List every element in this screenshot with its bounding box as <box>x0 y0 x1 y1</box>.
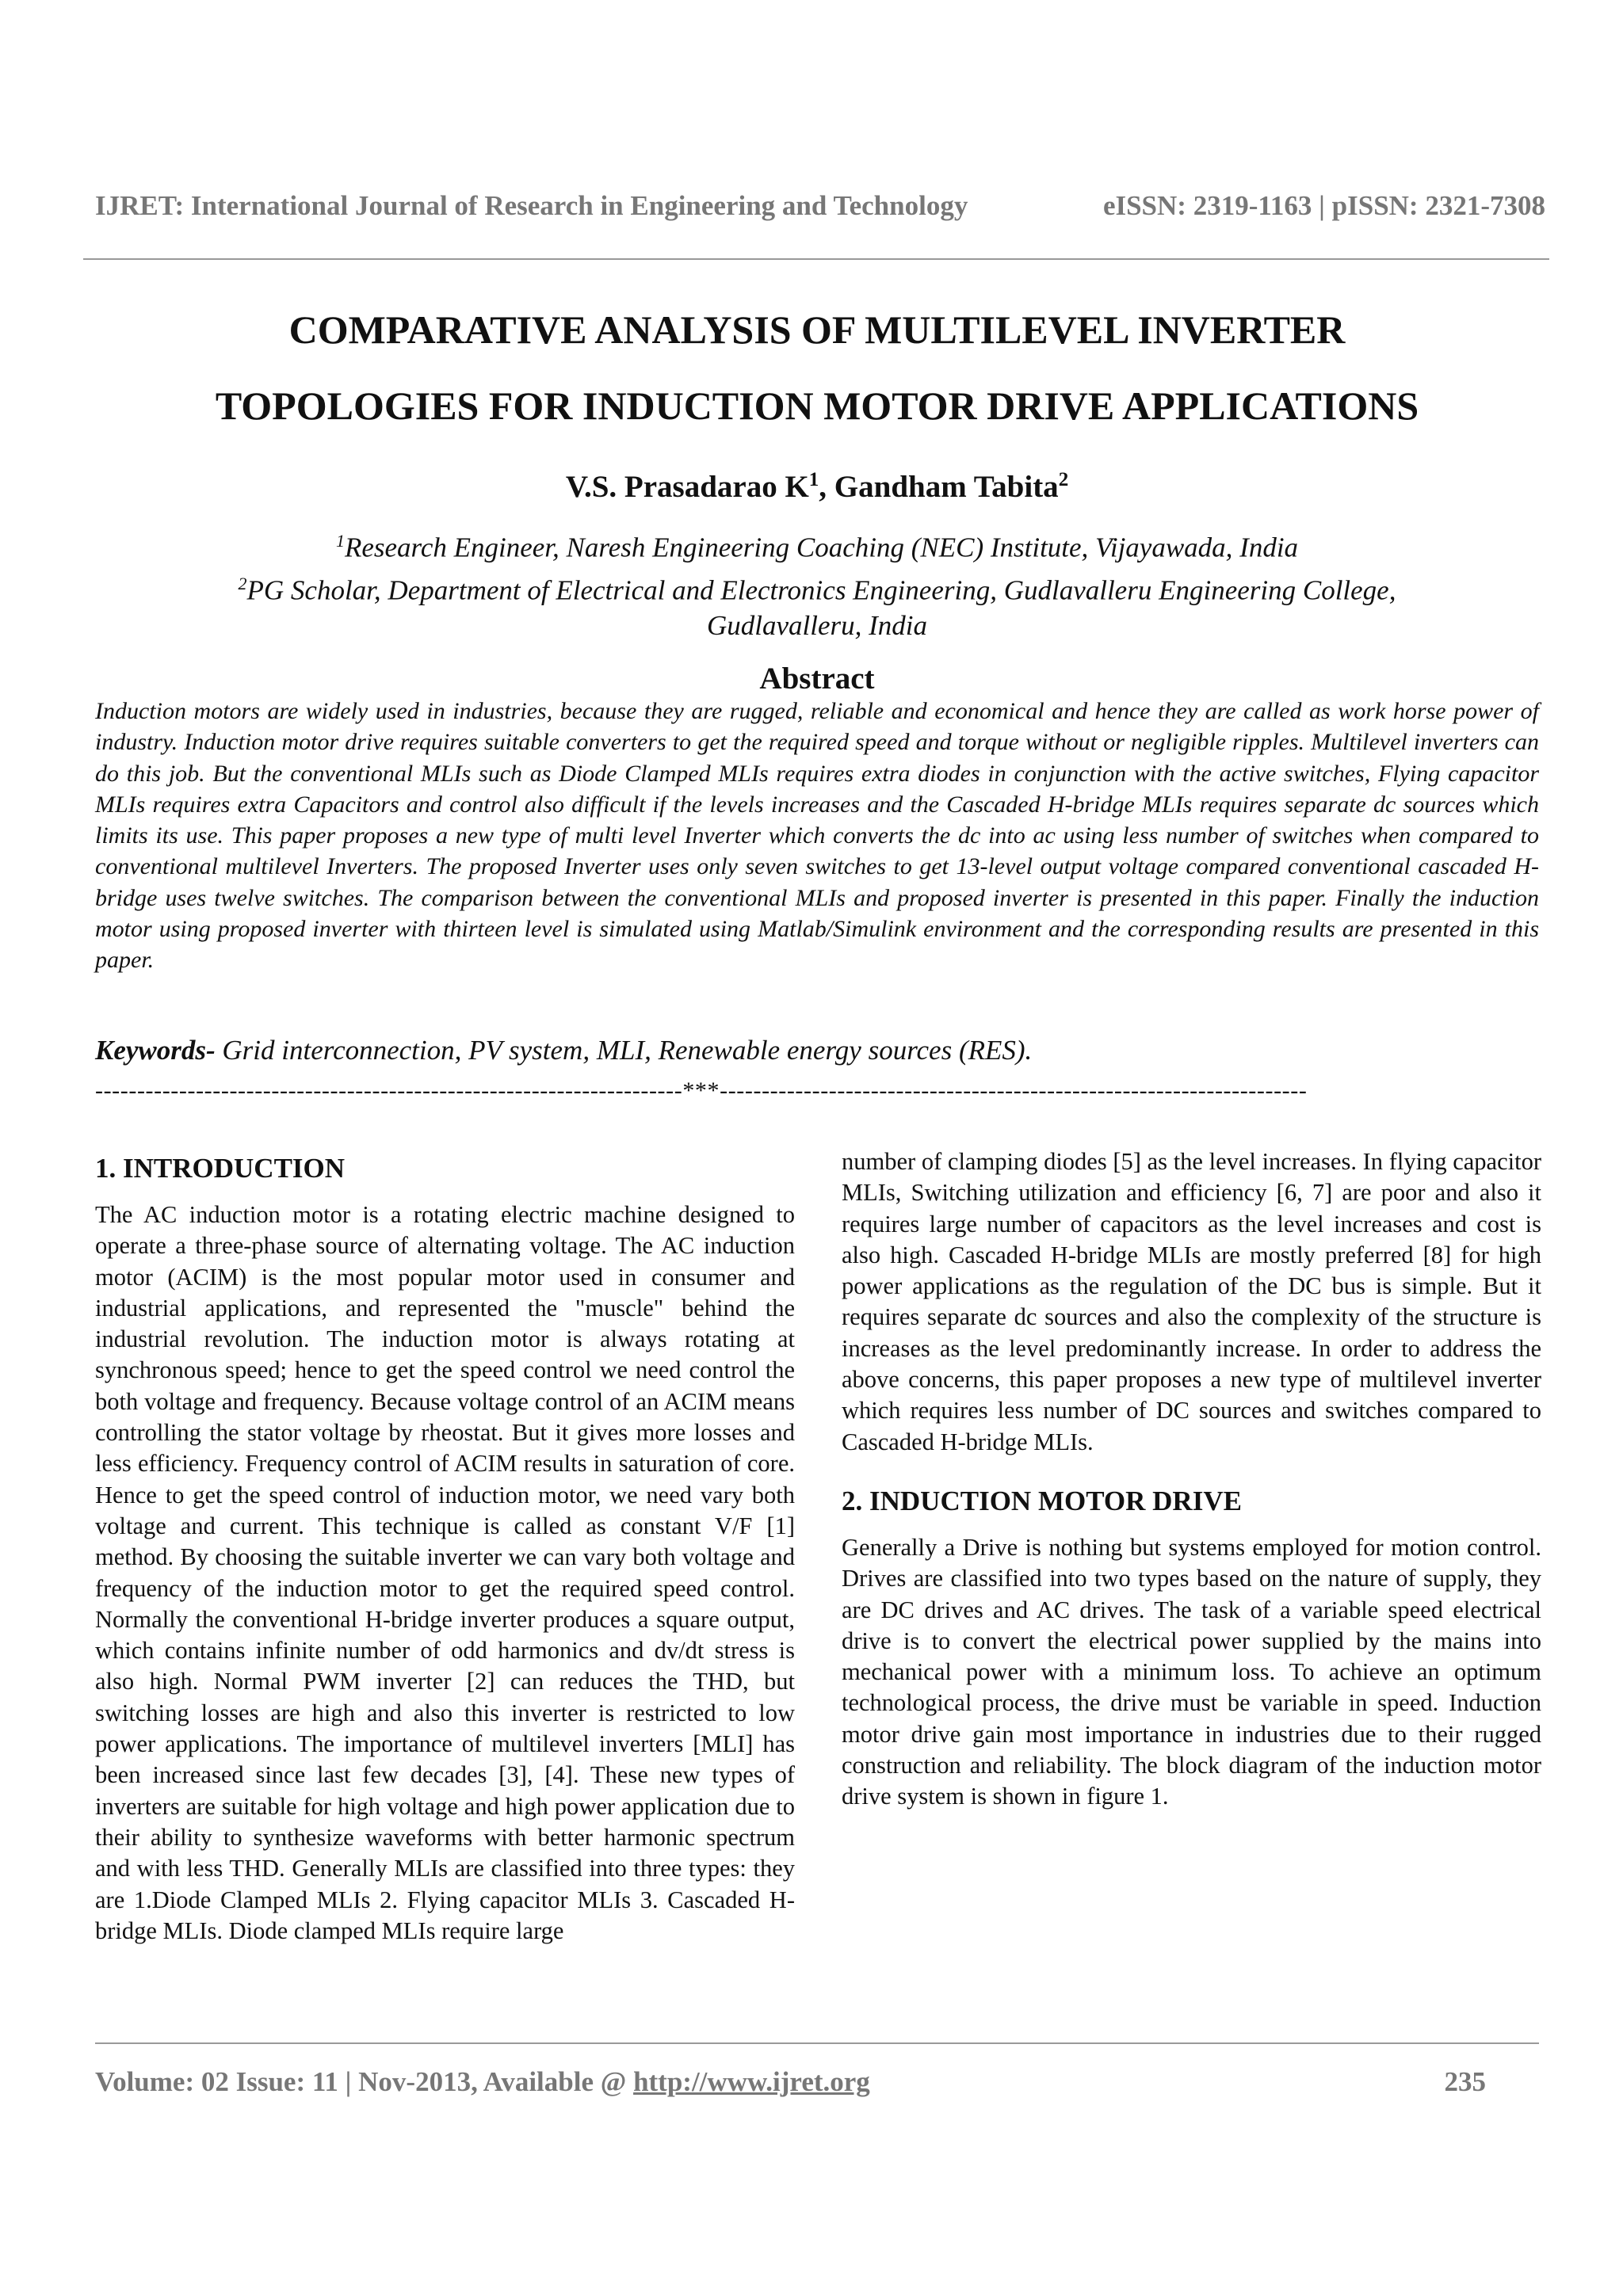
affiliations <box>95 523 1539 643</box>
affiliation-1-text: Research Engineer, Naresh Engineering Coaching (NEC) Institute, Vijayawada, India <box>344 532 1299 563</box>
author-1-sup: 1 <box>808 469 819 490</box>
page-number: 235 <box>1444 2066 1486 2097</box>
affiliation-2 <box>95 566 1539 608</box>
abstract-text: Induction motors are widely used in industries, because they are rugged, reliable and economical and hence they are called as work horse power of industry. Induction motor drive requires suitable converters to get the required speed and torque without or negligible ripples. Multilevel inverters can do this job. But the conventional MLIs such as Diode Clamped MLIs requires extra diodes in conjunction with the active switches, Flying capacitor MLIs requires extra Capacitors and control also difficult if the levels increases and the Cascaded H-bridge MLIs requires separate dc sources which limits its use. This paper proposes a new type of multi level Inverter which converts the dc into ac using less number of switches when compared to conventional multilevel Inverters. The proposed Inverter uses only seven switches to get 13-level output voltage compared conventional cascaded H-bridge uses twelve switches. The comparison between the conventional MLIs and proposed inverter is presented in this paper. Finally the induction motor using proposed inverter with thirteen level is simulated using Matlab/Simulink environment and the corresponding results are presented in this paper. <box>95 698 1539 974</box>
journal-link[interactable]: http://www.ijret.org <box>633 2066 870 2097</box>
section-2-heading: 2. INDUCTION MOTOR DRIVE <box>842 1485 1242 1516</box>
section-2-body: Generally a Drive is nothing but systems employed for motion control. Drives are classified into two types based on the nature of supply, they are DC drives and AC drives. The task of a variable speed electrical drive is to convert the electrical power supplied by the mains into mechanical power with a minimum loss. To achieve an optimum technological process, the drive must be variable in speed. Induction motor drive gain most importance in industries due to their rugged construction and reliability. The block diagram of the induction motor drive system is shown in figure 1. <box>842 1533 1541 1810</box>
title-line-2: TOPOLOGIES FOR INDUCTION MOTOR DRIVE APPLICATIONS <box>215 383 1419 428</box>
affiliation-2-sup: 2 <box>238 573 247 593</box>
keywords <box>95 1035 1539 1066</box>
footer-volume: Volume: 02 Issue: 11 | Nov-2013, Available @ <box>95 2066 634 2097</box>
affiliation-1 <box>95 523 1539 566</box>
header-rule <box>83 258 1549 260</box>
issn-info: eISSN: 2319-1163 | pISSN: 2321-7308 <box>1102 190 1545 221</box>
running-header <box>95 190 1545 222</box>
section-1-body: The AC induction motor is a rotating electric machine designed to operate a three-phase source of alternating voltage. The AC induction motor (ACIM) is the most popular motor used in consumer and industrial applications, and represented the "muscle" behind the industrial revolution. The induction motor is always rotating at synchronous speed; hence to get the speed control we need control the both voltage and frequency. Because voltage control of an ACIM means controlling the stator voltage by rheostat. But it gives more losses and less efficiency. Frequency control of ACIM results in saturation of core. Hence to get the speed control of induction motor, we need vary both voltage and current. This technique is called as constant V/F [1] method. By choosing the suitable inverter we can vary both voltage and frequency of the induction motor to get the required speed control. Normally the conventional H-bridge inverter produces a square output, which contains infinite number of odd harmonics and dv/dt stress is also high. Normal PWM inverter [2] can reduces the THD, but switching losses are high and also this inverter is restricted to low power applications. The importance of multilevel inverters [MLI] has been increased since last few decades [3], [4]. These new types of inverters are suitable for high voltage and high power application due to their ability to synthesize waveforms with better harmonic spectrum and with less THD. Generally MLIs are classified into three types: they are 1.Diode Clamped MLIs 2. Flying capacitor MLIs 3. Cascaded H-bridge MLIs. Diode clamped MLIs require large <box>95 1201 795 1944</box>
affiliation-1-sup: 1 <box>335 531 345 551</box>
author-2: Gandham Tabita <box>834 470 1059 504</box>
author-2-sup: 2 <box>1058 469 1069 490</box>
section-1-heading: 1. INTRODUCTION <box>95 1153 346 1184</box>
running-footer <box>95 2066 1539 2098</box>
section-separator: ----------------------------------------------------------------------***---------------------------------------------------------------------- <box>95 1077 1308 1104</box>
keywords-text: Grid interconnection, PV system, MLI, Renewable energy sources (RES). <box>215 1035 1033 1066</box>
left-column <box>95 1152 795 1947</box>
abstract-heading: Abstract <box>759 662 875 696</box>
right-column <box>842 1146 1541 1813</box>
title-line-1: COMPARATIVE ANALYSIS OF MULTILEVEL INVERTER <box>288 307 1346 352</box>
author-list <box>95 469 1539 505</box>
journal-name: IJRET: International Journal of Research in Engineering and Technology <box>95 190 968 221</box>
paper-title <box>95 292 1539 444</box>
author-separator: , <box>819 470 834 504</box>
footer-rule <box>95 2042 1539 2044</box>
affiliation-2-line-1: PG Scholar, Department of Electrical and Electronics Engineering, Gudlavalleru Engineering College, <box>246 574 1396 606</box>
affiliation-2-line-2: Gudlavalleru, India <box>706 610 928 642</box>
section-1-continued: number of clamping diodes [5] as the level increases. In flying capacitor MLIs, Switching utilization and efficiency [6, 7] are poor and also it requires large number of capacitors as the level increases and cost is also high. Cascaded H-bridge MLIs are mostly preferred [8] for high power applications as the regulation of the DC bus is simple. But it requires separate dc sources and also the complexity of the structure is increases as the level predominantly increase. In order to address the above concerns, this paper proposes a new type of multilevel inverter which requires less number of DC sources and switches compared to Cascaded H-bridge MLIs. <box>842 1148 1541 1455</box>
keywords-label: Keywords- <box>95 1035 216 1066</box>
author-1: V.S. Prasadarao K <box>565 470 809 504</box>
